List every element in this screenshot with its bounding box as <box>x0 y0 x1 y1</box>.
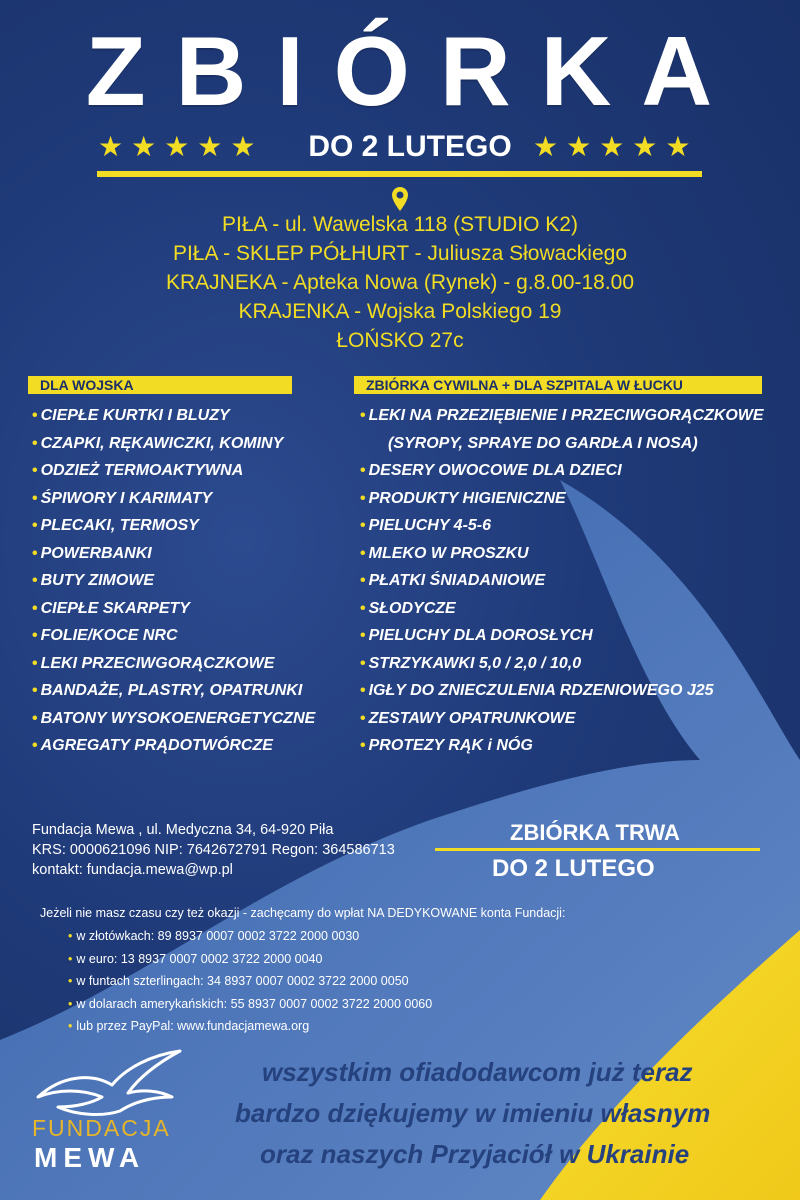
civil-list <box>360 402 764 760</box>
ongoing-deadline: DO 2 LUTEGO <box>492 855 655 882</box>
list-item: • DESERY OWOCOWE DLA DZIECI <box>360 462 622 479</box>
list-item: • POWERBANKI <box>32 544 152 562</box>
bullet-icon: • <box>32 709 38 727</box>
military-list <box>32 402 315 760</box>
list-item: • AGREGATY PRĄDOTWÓRCZE <box>32 737 273 754</box>
location-line: KRAJNEKA - Apteka Nowa (Rynek) - g.8.00-18.00 <box>165 271 635 294</box>
list-item: • ŚPIWORY I KARIMATY <box>32 489 213 507</box>
bullet-icon: • <box>32 572 38 589</box>
stars-left: ★★★★★ <box>98 131 264 162</box>
logo-text-fundacja: FUNDACJA <box>32 1115 171 1141</box>
list-item: • PIELUCHY DLA DOROSŁYCH <box>360 627 593 644</box>
list-item: • BUTY ZIMOWE <box>32 572 155 589</box>
list-item: • CIEPŁE SKARPETY <box>32 599 190 617</box>
list-item: • PLECAKI, TERMOSY <box>32 517 199 534</box>
foundation-ids: KRS: 0000621096 NIP: 7642672791 Regon: 364586713 <box>32 842 395 858</box>
list-item: • CIEPŁE KURTKI I BLUZY <box>32 407 230 424</box>
bullet-icon: • <box>32 544 38 562</box>
list-item: • LEKI PRZECIWGORĄCZKOWE <box>32 654 275 672</box>
list-item: • PROTEZY RĄK i NÓG <box>360 737 533 754</box>
bullet-icon: • <box>68 974 73 988</box>
bullet-icon: • <box>68 996 73 1011</box>
list-item: • FOLIE/KOCE NRC <box>32 627 178 644</box>
bullet-icon: • <box>360 407 366 424</box>
list-item: • MLEKO W PROSZKU <box>360 544 529 562</box>
ongoing-heading: ZBIÓRKA TRWA <box>510 820 680 845</box>
bullet-icon: • <box>32 489 38 507</box>
logo-text-mewa: MEWA <box>34 1142 146 1173</box>
bullet-icon: • <box>68 929 73 943</box>
bullet-icon: • <box>32 434 38 452</box>
foundation-info <box>32 820 395 880</box>
bullet-icon: • <box>32 627 38 644</box>
foundation-address: Fundacja Mewa , ul. Medyczna 34, 64-920 Piła <box>32 822 334 838</box>
list-item: • IGŁY DO ZNIECZULENIA RDZENIOWEGO J25 <box>360 682 714 699</box>
bullet-icon: • <box>360 682 366 699</box>
list-item: • LEKI NA PRZEZIĘBIENIE I PRZECIWGORĄCZKOWE <box>360 407 764 424</box>
list-item: • ZESTAWY OPATRUNKOWE <box>360 709 576 727</box>
list-item: • PIELUCHY 4-5-6 <box>360 517 492 534</box>
title-underline <box>97 171 702 177</box>
bullet-icon: • <box>32 599 38 617</box>
location-line: ŁOŃSKO 27c <box>336 329 464 352</box>
list-item: • SŁODYCZE <box>360 599 456 617</box>
bullet-icon: • <box>32 407 38 424</box>
foundation-contact: kontakt: fundacja.mewa@wp.pl <box>32 862 233 878</box>
list-item: • PRODUKTY HIGIENICZNE <box>360 489 566 507</box>
military-header: DLA WOJSKA <box>28 376 292 394</box>
bullet-icon: • <box>32 682 38 699</box>
bullet-icon: • <box>360 489 366 507</box>
thanks-line: bardzo dziękujemy w imieniu własnym <box>235 1098 711 1128</box>
bullet-icon: • <box>360 709 366 727</box>
bullet-icon: • <box>360 572 366 589</box>
account-item: • w euro: 13 8937 0007 0002 3722 2000 0040 <box>68 951 323 966</box>
civil-header: ZBIÓRKA CYWILNA + DLA SZPITALA W ŁUCKU <box>354 376 762 394</box>
list-item: • BANDAŻE, PLASTRY, OPATRUNKI <box>32 682 303 699</box>
bullet-icon: • <box>68 951 73 966</box>
bank-accounts <box>68 926 432 1039</box>
location-line: KRAJENKA - Wojska Polskiego 19 <box>238 300 562 323</box>
ongoing-divider <box>435 848 760 851</box>
bullet-icon: • <box>32 654 38 672</box>
deadline-heading: DO 2 LUTEGO <box>308 130 512 163</box>
location-pin-icon <box>390 186 410 212</box>
location-line: PIŁA - ul. Wawelska 118 (STUDIO K2) <box>222 213 578 236</box>
bullet-icon: • <box>360 517 366 534</box>
account-item: • lub przez PayPal: www.fundacjamewa.org <box>68 1019 310 1033</box>
bullet-icon: • <box>360 627 366 644</box>
collection-points <box>0 210 800 355</box>
account-item: • w funtach szterlingach: 34 8937 0007 0002 3722 2000 0050 <box>68 974 409 988</box>
list-item: • STRZYKAWKI 5,0 / 2,0 / 10,0 <box>360 654 582 672</box>
stars-right: ★★★★★ <box>533 131 699 162</box>
list-item: • BATONY WYSOKOENERGETYCZNE <box>32 709 316 727</box>
bullet-icon: • <box>68 1019 73 1033</box>
bullet-icon: • <box>360 462 366 479</box>
donation-intro: Jeżeli nie masz czasu czy też okazji - zachęcamy do wpłat NA DEDYKOWANE konta Fundacji: <box>40 906 566 920</box>
bullet-icon: • <box>360 654 366 672</box>
account-item: • w złotówkach: 89 8937 0007 0002 3722 2000 0030 <box>68 929 360 943</box>
location-line: PIŁA - SKLEP PÓŁHURT - Juliusza Słowackiego <box>172 242 628 265</box>
bullet-icon: • <box>32 462 38 479</box>
list-item: • ODZIEŻ TERMOAKTYWNA <box>32 462 244 479</box>
bullet-icon: • <box>360 544 366 562</box>
list-item: • CZAPKI, RĘKAWICZKI, KOMINY <box>32 434 284 452</box>
bullet-icon: • <box>32 737 38 754</box>
thanks-line: oraz naszych Przyjaciół w Ukrainie <box>260 1139 690 1169</box>
list-item: • PŁATKI ŚNIADANIOWE <box>360 572 546 589</box>
account-item: • w dolarach amerykańskich: 55 8937 0007 0002 3722 2000 0060 <box>68 996 433 1011</box>
bullet-icon: • <box>360 737 366 754</box>
thanks-line: wszystkim ofiadodawcom już teraz <box>262 1057 693 1087</box>
poster-title: ZBIÓRKA <box>85 16 743 126</box>
bullet-icon: • <box>32 517 38 534</box>
list-item-continuation: (SYROPY, SPRAYE DO GARDŁA I NOSA) <box>388 434 698 452</box>
bullet-icon: • <box>360 599 366 617</box>
